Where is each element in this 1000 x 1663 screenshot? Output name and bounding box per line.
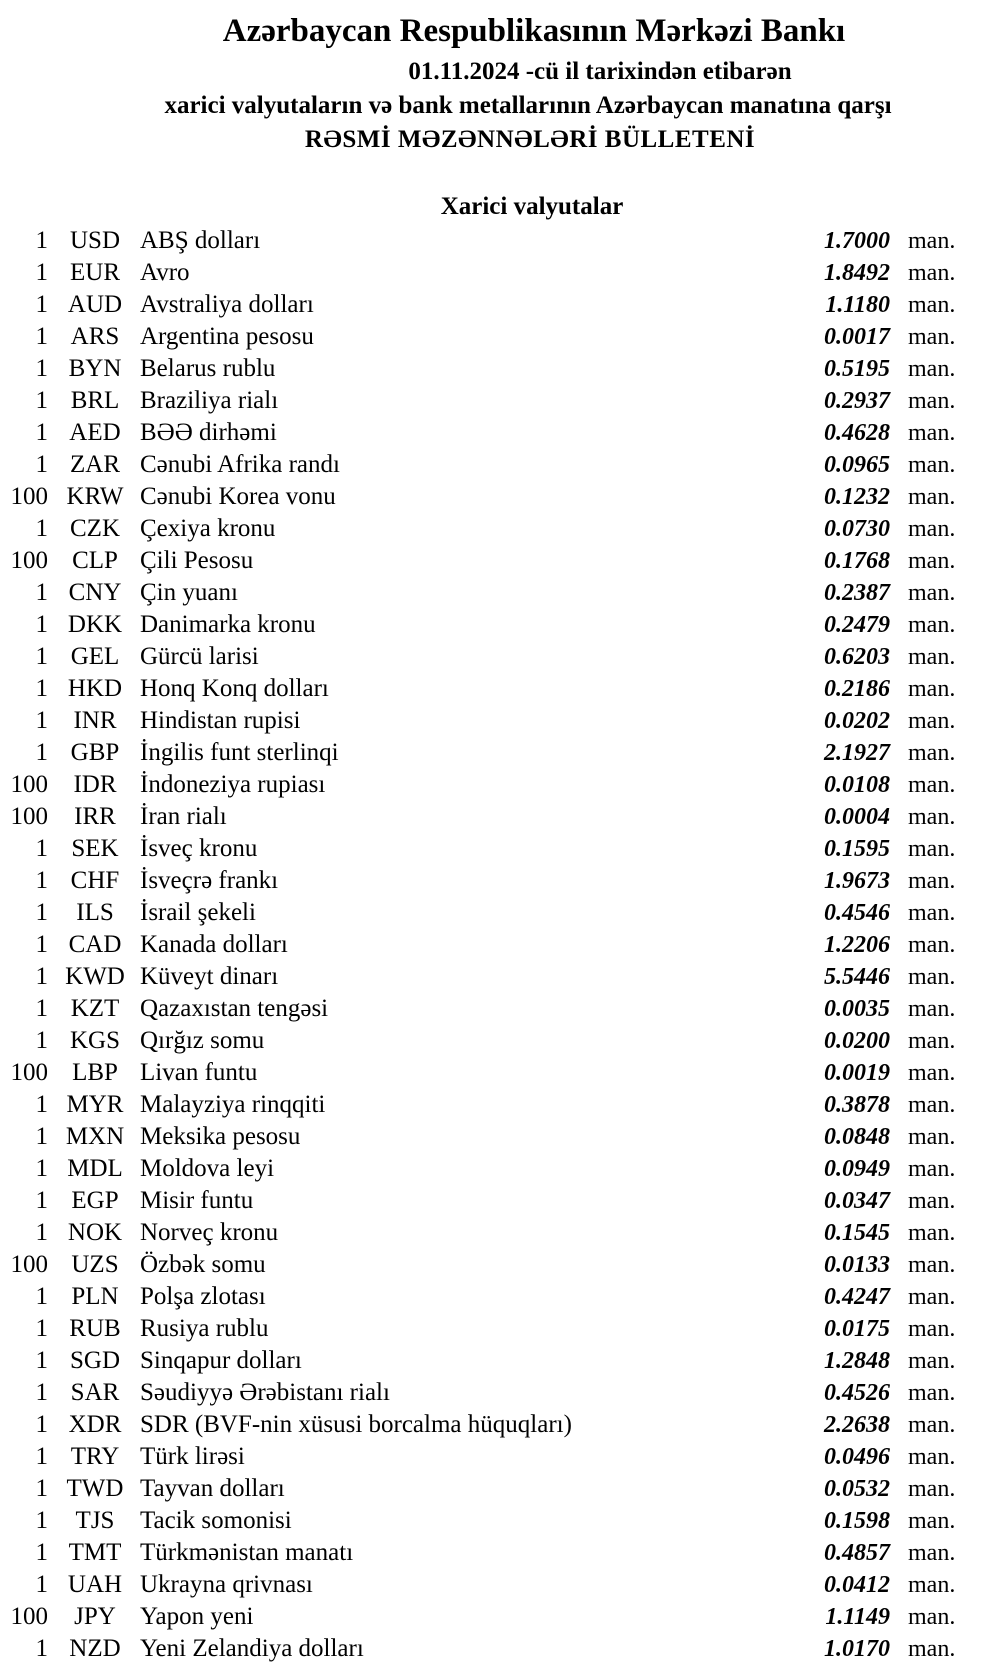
currency-unit: man.	[908, 932, 956, 958]
currency-unit: man.	[908, 644, 956, 670]
currency-quantity: 1	[35, 1347, 48, 1374]
currency-unit: man.	[908, 388, 956, 414]
currency-unit: man.	[908, 452, 956, 478]
currency-name: İngilis funt sterlinqi	[140, 739, 339, 766]
currency-name: Çili Pesosu	[140, 547, 254, 574]
currency-name: Misir funtu	[140, 1187, 254, 1214]
currency-row	[0, 257, 1000, 289]
currency-unit: man.	[908, 900, 956, 926]
currency-rate: 0.1768	[824, 548, 890, 574]
currency-unit: man.	[908, 1156, 956, 1182]
currency-row	[0, 1569, 1000, 1601]
currency-rate: 1.2848	[824, 1348, 890, 1374]
currency-code: EUR	[70, 259, 120, 286]
currency-code: LBP	[72, 1059, 118, 1086]
currency-rate: 0.0133	[824, 1252, 890, 1278]
bulletin-title: RƏSMİ MƏZƏNNƏLƏRİ BÜLLETENİ	[304, 126, 756, 153]
currency-unit: man.	[908, 1636, 956, 1662]
currency-unit: man.	[908, 1060, 956, 1086]
currency-rate: 0.5195	[824, 356, 890, 382]
currency-unit: man.	[908, 804, 956, 830]
currency-quantity: 1	[35, 1283, 48, 1310]
currency-name: İsveç kronu	[140, 835, 258, 862]
currency-code: CNY	[68, 579, 122, 606]
currency-code: IRR	[74, 803, 116, 830]
currency-name: Rusiya rublu	[140, 1315, 269, 1342]
currency-rate: 0.2387	[824, 580, 890, 606]
currency-rate: 2.2638	[824, 1412, 890, 1438]
currency-row	[0, 1377, 1000, 1409]
currency-row	[0, 865, 1000, 897]
currency-unit: man.	[908, 1316, 956, 1342]
currency-name: Meksika pesosu	[140, 1123, 301, 1150]
currency-rate: 0.1545	[824, 1220, 890, 1246]
currency-quantity: 1	[35, 355, 48, 382]
currency-row	[0, 993, 1000, 1025]
currency-row	[0, 1601, 1000, 1633]
currency-code: USD	[69, 227, 120, 254]
currency-row	[0, 673, 1000, 705]
currency-rate: 0.4247	[824, 1284, 890, 1310]
currency-quantity: 1	[35, 1443, 48, 1470]
currency-unit: man.	[908, 740, 956, 766]
currency-quantity: 1	[35, 451, 48, 478]
currency-unit: man.	[908, 836, 956, 862]
currency-rate: 0.4857	[824, 1540, 890, 1566]
currency-unit: man.	[908, 612, 956, 638]
currency-row	[0, 577, 1000, 609]
currency-rate: 0.4628	[824, 420, 890, 446]
currency-row	[0, 1505, 1000, 1537]
section-title-foreign-currencies: Xarici valyutalar	[440, 193, 624, 220]
currency-name: İran rialı	[140, 803, 227, 830]
currency-code: ARS	[70, 323, 120, 350]
currency-code: KWD	[65, 963, 125, 990]
currency-quantity: 1	[35, 931, 48, 958]
currency-code: BYN	[68, 355, 122, 382]
currency-row	[0, 1473, 1000, 1505]
currency-code: UAH	[67, 1571, 123, 1598]
currency-row	[0, 833, 1000, 865]
currency-code: NZD	[69, 1635, 121, 1662]
currency-quantity: 1	[35, 899, 48, 926]
currency-name: Yeni Zelandiya dolları	[140, 1635, 364, 1662]
currency-unit: man.	[908, 1028, 956, 1054]
currency-name: Polşa zlotası	[140, 1283, 266, 1310]
currency-name: Tayvan dolları	[140, 1475, 285, 1502]
currency-code: SAR	[70, 1379, 120, 1406]
currency-rates-table	[0, 225, 1000, 1663]
currency-row	[0, 1025, 1000, 1057]
currency-code: MDL	[67, 1155, 123, 1182]
currency-rate: 1.0170	[824, 1636, 890, 1662]
currency-code: JPY	[74, 1603, 116, 1630]
currency-row	[0, 801, 1000, 833]
currency-rate: 0.0017	[824, 324, 890, 350]
currency-row	[0, 1537, 1000, 1569]
currency-unit: man.	[908, 996, 956, 1022]
currency-name: Səudiyyə Ərəbistanı rialı	[140, 1379, 390, 1406]
currency-quantity: 1	[35, 1539, 48, 1566]
currency-name: Çin yuanı	[140, 579, 238, 606]
currency-row	[0, 513, 1000, 545]
currency-name: Qazaxıstan tengəsi	[140, 995, 329, 1022]
currency-unit: man.	[908, 1380, 956, 1406]
currency-unit: man.	[908, 1284, 956, 1310]
currency-code: GEL	[70, 643, 120, 670]
effective-date-line: 01.11.2024 -cü il tarixindən etibarən	[408, 58, 792, 85]
currency-quantity: 1	[35, 1635, 48, 1662]
currency-name: Malayziya rinqqiti	[140, 1091, 326, 1118]
currency-name: Braziliya rialı	[140, 387, 279, 414]
currency-unit: man.	[908, 292, 956, 318]
currency-unit: man.	[908, 1412, 956, 1438]
currency-code: KZT	[70, 995, 120, 1022]
currency-quantity: 100	[10, 803, 48, 830]
currency-code: AUD	[67, 291, 123, 318]
currency-quantity: 1	[35, 1475, 48, 1502]
currency-quantity: 1	[35, 291, 48, 318]
currency-rate: 2.1927	[824, 740, 890, 766]
currency-name: İsveçrə frankı	[140, 867, 279, 894]
currency-quantity: 100	[10, 1059, 48, 1086]
currency-code: DKK	[67, 611, 123, 638]
currency-rate: 5.5446	[824, 964, 890, 990]
currency-quantity: 1	[35, 675, 48, 702]
currency-quantity: 1	[35, 259, 48, 286]
currency-unit: man.	[908, 1476, 956, 1502]
currency-name: Honq Konq dolları	[140, 675, 329, 702]
currency-code: CAD	[68, 931, 122, 958]
currency-quantity: 1	[35, 1571, 48, 1598]
currency-row	[0, 449, 1000, 481]
currency-unit: man.	[908, 708, 956, 734]
currency-name: Özbək somu	[140, 1251, 266, 1278]
currency-name: Sinqapur dolları	[140, 1347, 302, 1374]
currency-unit: man.	[908, 772, 956, 798]
currency-row	[0, 737, 1000, 769]
currency-row	[0, 609, 1000, 641]
currency-row	[0, 1089, 1000, 1121]
currency-unit: man.	[908, 356, 956, 382]
currency-code: ILS	[76, 899, 114, 926]
currency-code: TWD	[66, 1475, 124, 1502]
currency-row	[0, 769, 1000, 801]
currency-quantity: 1	[35, 1507, 48, 1534]
currency-code: ZAR	[70, 451, 120, 478]
currency-code: TRY	[70, 1443, 120, 1470]
currency-unit: man.	[908, 1252, 956, 1278]
currency-unit: man.	[908, 324, 956, 350]
currency-rate: 0.1232	[824, 484, 890, 510]
currency-code: HKD	[67, 675, 123, 702]
currency-code: BRL	[70, 387, 120, 414]
currency-code: SEK	[71, 835, 119, 862]
currency-quantity: 1	[35, 323, 48, 350]
currency-code: MYR	[66, 1091, 124, 1118]
currency-name: SDR (BVF-nin xüsusi borcalma hüquqları)	[140, 1411, 572, 1438]
currency-rate: 1.1180	[825, 292, 890, 318]
currency-quantity: 1	[35, 963, 48, 990]
currency-code: CZK	[70, 515, 120, 542]
currency-code: RUB	[69, 1315, 121, 1342]
currency-unit: man.	[908, 1092, 956, 1118]
currency-quantity: 100	[10, 483, 48, 510]
currency-quantity: 1	[35, 1411, 48, 1438]
currency-name: Belarus rublu	[140, 355, 276, 382]
currency-code: CHF	[70, 867, 120, 894]
currency-unit: man.	[908, 420, 956, 446]
currency-unit: man.	[908, 516, 956, 542]
currency-name: Avro	[140, 259, 190, 286]
currency-quantity: 1	[35, 419, 48, 446]
currency-rate: 0.2937	[824, 388, 890, 414]
currency-code: IDR	[73, 771, 117, 798]
currency-name: Cənubi Korea vonu	[140, 483, 336, 510]
currency-quantity: 1	[35, 707, 48, 734]
currency-name: Yapon yeni	[140, 1603, 254, 1630]
currency-quantity: 1	[35, 1027, 48, 1054]
currency-name: BƏƏ dirhəmi	[140, 419, 277, 446]
currency-quantity: 1	[35, 387, 48, 414]
currency-row	[0, 1057, 1000, 1089]
currency-code: INR	[73, 707, 117, 734]
currency-row	[0, 417, 1000, 449]
currency-unit: man.	[908, 548, 956, 574]
currency-row	[0, 929, 1000, 961]
currency-quantity: 1	[35, 1315, 48, 1342]
currency-name: Türkmənistan manatı	[140, 1539, 354, 1566]
currency-rate: 1.8492	[824, 260, 890, 286]
currency-quantity: 1	[35, 611, 48, 638]
currency-code: EGP	[71, 1187, 119, 1214]
currency-rate: 0.0412	[824, 1572, 890, 1598]
currency-rate: 1.9673	[824, 868, 890, 894]
currency-name: İndoneziya rupiası	[140, 771, 326, 798]
currency-code: SGD	[69, 1347, 120, 1374]
currency-unit: man.	[908, 1508, 956, 1534]
currency-row	[0, 545, 1000, 577]
currency-quantity: 1	[35, 643, 48, 670]
currency-unit: man.	[908, 580, 956, 606]
currency-rate: 0.3878	[824, 1092, 890, 1118]
currency-row	[0, 961, 1000, 993]
currency-row	[0, 1345, 1000, 1377]
currency-code: NOK	[67, 1219, 123, 1246]
currency-name: Kanada dolları	[140, 931, 288, 958]
currency-row	[0, 641, 1000, 673]
currency-rate: 0.0175	[824, 1316, 890, 1342]
currency-quantity: 1	[35, 515, 48, 542]
currency-unit: man.	[908, 1348, 956, 1374]
currency-row	[0, 353, 1000, 385]
currency-row	[0, 481, 1000, 513]
currency-unit: man.	[908, 1572, 956, 1598]
bulletin-subtitle: xarici valyutaların və bank metallarının Azərbaycan manatına qarşı	[164, 92, 892, 119]
currency-quantity: 1	[35, 1187, 48, 1214]
currency-name: Küveyt dinarı	[140, 963, 279, 990]
currency-unit: man.	[908, 1444, 956, 1470]
currency-row	[0, 1249, 1000, 1281]
currency-code: KRW	[66, 483, 124, 510]
currency-name: Avstraliya dolları	[140, 291, 314, 318]
currency-row	[0, 705, 1000, 737]
currency-rate: 0.0496	[824, 1444, 890, 1470]
currency-quantity: 1	[35, 579, 48, 606]
currency-rate: 0.1595	[824, 836, 890, 862]
currency-quantity: 1	[35, 1379, 48, 1406]
currency-unit: man.	[908, 676, 956, 702]
currency-rate: 0.2186	[824, 676, 890, 702]
currency-code: KGS	[69, 1027, 120, 1054]
currency-code: TJS	[75, 1507, 115, 1534]
currency-rate: 1.7000	[824, 228, 890, 254]
currency-rate: 0.0965	[824, 452, 890, 478]
currency-row	[0, 1313, 1000, 1345]
currency-name: Moldova leyi	[140, 1155, 275, 1182]
currency-row	[0, 1217, 1000, 1249]
currency-row	[0, 897, 1000, 929]
currency-code: MXN	[65, 1123, 125, 1150]
currency-row	[0, 1281, 1000, 1313]
currency-unit: man.	[908, 260, 956, 286]
currency-rate: 0.0730	[824, 516, 890, 542]
currency-rate: 0.6203	[824, 644, 890, 670]
currency-quantity: 1	[35, 835, 48, 862]
currency-quantity: 1	[35, 1219, 48, 1246]
currency-unit: man.	[908, 228, 956, 254]
currency-name: Ukrayna qrivnası	[140, 1571, 313, 1598]
currency-code: GBP	[70, 739, 120, 766]
currency-code: CLP	[72, 547, 118, 574]
currency-row	[0, 1121, 1000, 1153]
currency-unit: man.	[908, 484, 956, 510]
currency-rate: 0.0108	[824, 772, 890, 798]
currency-unit: man.	[908, 1540, 956, 1566]
currency-name: Türk lirəsi	[140, 1443, 245, 1470]
currency-rate: 1.2206	[824, 932, 890, 958]
currency-rate: 0.0200	[824, 1028, 890, 1054]
currency-name: Cənubi Afrika randı	[140, 451, 340, 478]
currency-quantity: 100	[10, 771, 48, 798]
currency-quantity: 100	[10, 1251, 48, 1278]
currency-rate: 0.0019	[824, 1060, 890, 1086]
currency-code: PLN	[71, 1283, 119, 1310]
currency-rate: 0.1598	[824, 1508, 890, 1534]
currency-name: ABŞ dolları	[140, 227, 261, 254]
currency-rate: 0.0532	[824, 1476, 890, 1502]
currency-quantity: 100	[10, 1603, 48, 1630]
currency-name: Gürcü larisi	[140, 643, 259, 670]
currency-unit: man.	[908, 964, 956, 990]
currency-unit: man.	[908, 1124, 956, 1150]
currency-name: Argentina pesosu	[140, 323, 314, 350]
currency-rate: 0.0004	[824, 804, 890, 830]
currency-rate: 0.2479	[824, 612, 890, 638]
currency-rate: 0.0035	[824, 996, 890, 1022]
currency-code: XDR	[68, 1411, 122, 1438]
currency-row	[0, 1441, 1000, 1473]
currency-code: TMT	[68, 1539, 122, 1566]
currency-quantity: 1	[35, 867, 48, 894]
currency-rate: 0.4526	[824, 1380, 890, 1406]
currency-unit: man.	[908, 868, 956, 894]
currency-name: Çexiya kronu	[140, 515, 276, 542]
currency-name: İsrail şekeli	[140, 899, 256, 926]
currency-rate: 0.0347	[824, 1188, 890, 1214]
currency-quantity: 100	[10, 547, 48, 574]
page-title: Azərbaycan Respublikasının Mərkəzi Bankı	[222, 13, 846, 49]
currency-row	[0, 1409, 1000, 1441]
currency-name: Qırğız somu	[140, 1027, 265, 1054]
currency-unit: man.	[908, 1604, 956, 1630]
currency-code: AED	[69, 419, 121, 446]
currency-row	[0, 1153, 1000, 1185]
currency-row	[0, 321, 1000, 353]
currency-row	[0, 1633, 1000, 1663]
currency-name: Danimarka kronu	[140, 611, 316, 638]
currency-rate: 0.0202	[824, 708, 890, 734]
currency-row	[0, 225, 1000, 257]
currency-name: Livan funtu	[140, 1059, 258, 1086]
currency-row	[0, 385, 1000, 417]
currency-quantity: 1	[35, 995, 48, 1022]
currency-quantity: 1	[35, 1091, 48, 1118]
currency-rate: 0.0848	[824, 1124, 890, 1150]
currency-row	[0, 1185, 1000, 1217]
currency-rate: 0.4546	[824, 900, 890, 926]
currency-rate: 1.1149	[825, 1604, 890, 1630]
currency-quantity: 1	[35, 1123, 48, 1150]
currency-quantity: 1	[35, 739, 48, 766]
currency-rate: 0.0949	[824, 1156, 890, 1182]
currency-row	[0, 289, 1000, 321]
currency-name: Tacik somonisi	[140, 1507, 292, 1534]
currency-code: UZS	[71, 1251, 119, 1278]
currency-quantity: 1	[35, 227, 48, 254]
currency-name: Hindistan rupisi	[140, 707, 301, 734]
currency-unit: man.	[908, 1188, 956, 1214]
currency-name: Norveç kronu	[140, 1219, 279, 1246]
currency-unit: man.	[908, 1220, 956, 1246]
currency-quantity: 1	[35, 1155, 48, 1182]
